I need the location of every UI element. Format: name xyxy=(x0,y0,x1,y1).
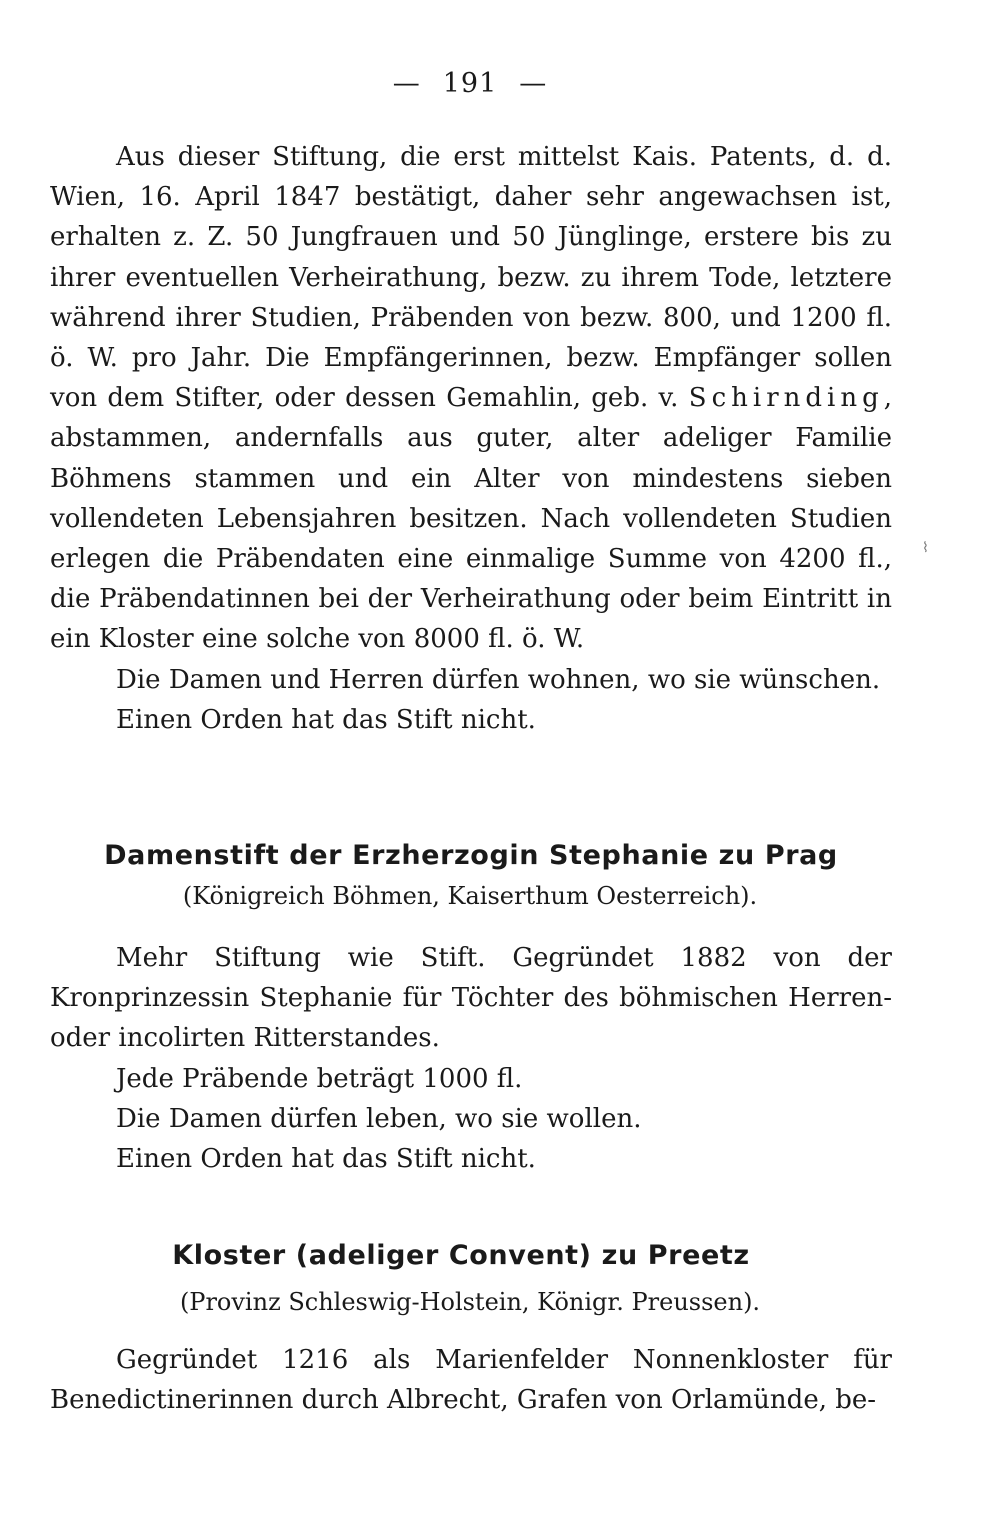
page-number: 191 xyxy=(442,68,498,99)
section-2-paragraph: Mehr Stiftung wie Stift. Gegründet 1882 von der Kronprinzessin Stephanie für Töchter des böhmischen Herren- oder incolirten Ritterstandes. xyxy=(50,943,892,1054)
paragraph-part-3: , abstammen, andernfalls aus guter, alter adeliger Familie Böhmens stammen und ein Alter von mindestens sieben vollendeten Lebensjahren besitzen. Nach vollendeten Studien erlegen die Präbendaten eine einmalige Summe von 4200 fl., die Präbendatinnen bei der Verheirathung oder beim Eintritt in ein Kloster eine solche von 8000 fl. ö. W. xyxy=(50,383,893,655)
header-dash-right: — xyxy=(519,68,548,99)
section-3-paragraph: Gegründet 1216 als Marienfelder Nonnenkloster für Benedictinerinnen durch Albrecht, Grafen von Orlamünde, be- xyxy=(50,1345,892,1416)
section-2-line-3: Die Damen dürfen leben, wo sie wollen. xyxy=(116,1103,642,1134)
section-1-line-2: Die Damen und Herren dürfen wohnen, wo sie wünschen. xyxy=(116,664,881,695)
section-1-paragraph xyxy=(50,137,892,660)
page-header xyxy=(0,68,940,99)
section-2-subheading: (Königreich Böhmen, Kaiserthum Oesterreich). xyxy=(182,882,758,910)
section-2-line-2: Jede Präbende beträgt 1000 fl. xyxy=(116,1063,523,1094)
section-2-line-4: Einen Orden hat das Stift nicht. xyxy=(116,1144,536,1175)
paragraph-part-1: Aus dieser Stiftung, die erst mittelst Kais. Patents, d. d. Wien, 16. April 1847 bestätigt, daher sehr angewachsen ist, erhalten z. Z. 50 Jungfrauen und 50 Jünglinge, erstere bis zu ihrer eventuellen Verheirathung, bezw. zu ihrem Tode, letztere während ihrer Studien, Präbenden von bezw. 800, und 1200 fl. ö. W. pro Jahr. Die Empfängerinnen, bezw. Empfänger sollen von dem Stifter, oder dessen Gemahlin, geb. v. xyxy=(50,142,892,414)
section-2-body xyxy=(50,938,892,1179)
section-3-body xyxy=(50,1340,892,1420)
section-2-heading: Damenstift der Erzherzogin Stephanie zu Prag xyxy=(104,840,838,871)
section-3-heading: Kloster (adeliger Convent) zu Preetz xyxy=(172,1240,750,1271)
section-1-line-3: Einen Orden hat das Stift nicht. xyxy=(116,704,536,735)
section-1-body xyxy=(50,137,892,740)
name-schirnding: Schirnding xyxy=(688,383,884,414)
section-3-subheading: (Provinz Schleswig-Holstein, Königr. Preussen). xyxy=(179,1288,761,1316)
margin-mark: ⌇ xyxy=(922,540,929,556)
header-dash-left: — xyxy=(392,68,421,99)
